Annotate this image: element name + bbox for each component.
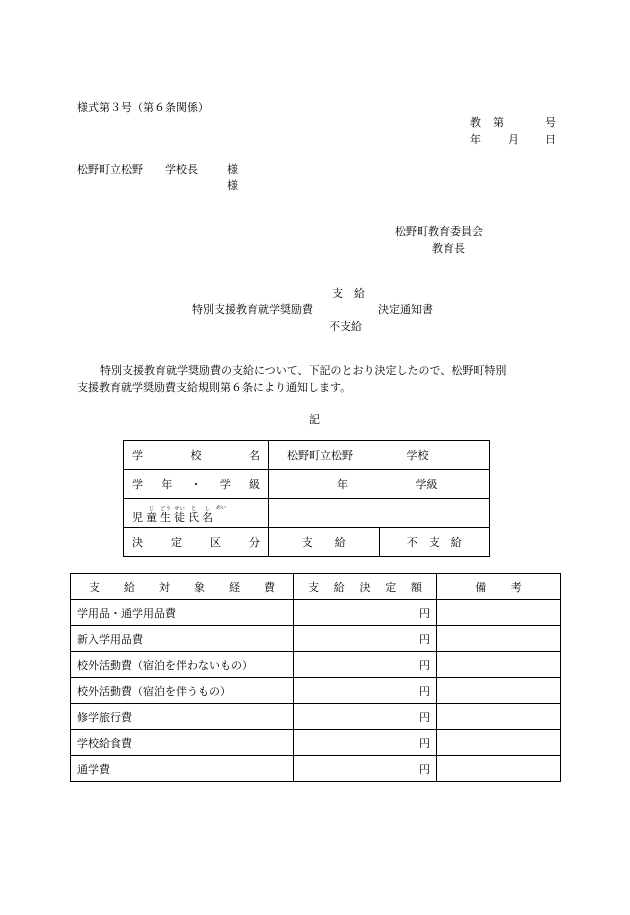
expense-header-row	[71, 574, 561, 600]
label-char: 名し	[202, 505, 213, 524]
ruby-mei: めい	[216, 504, 227, 511]
expense-item: 新入学用品費	[71, 626, 294, 652]
expense-item: 校外活動費（宿泊を伴わないもの）	[71, 652, 294, 678]
label-char: 年	[161, 478, 173, 491]
expense-amount[interactable]: 円	[294, 730, 437, 756]
doc-number-dai: 第	[493, 116, 504, 129]
expense-note[interactable]	[437, 626, 561, 652]
label-char: 定	[171, 536, 182, 549]
issuer-title: 教育長	[432, 242, 465, 255]
form-number: 様式第３号（第６条関係）	[77, 101, 209, 114]
label-char: 級	[249, 478, 260, 491]
school-value-suffix: 学校	[406, 449, 429, 462]
title-shikyu: 支 給	[332, 287, 365, 300]
ki-heading: 記	[309, 413, 320, 426]
expense-item: 学校給食費	[71, 730, 294, 756]
expense-note[interactable]	[437, 652, 561, 678]
student-info-table	[123, 440, 490, 557]
label-char: 名	[249, 449, 260, 462]
student-row	[124, 499, 490, 528]
expense-amount[interactable]: 円	[294, 600, 437, 626]
grade-row	[124, 470, 490, 499]
date-month: 月	[508, 133, 519, 146]
body-line-1: 特別支援教育就学奨励費の支給について、下記のとおり決定したので、松野町特別	[100, 364, 507, 377]
issuer-org: 松野町教育委員会	[395, 225, 483, 238]
expense-note[interactable]	[437, 678, 561, 704]
table-row	[71, 756, 561, 782]
label-char: 区	[210, 536, 221, 549]
grade-year: 年	[337, 478, 348, 491]
table-row	[71, 600, 561, 626]
title-main: 特別支援教育就学奨励費	[192, 303, 313, 316]
expense-amount[interactable]: 円	[294, 626, 437, 652]
grade-class-label	[124, 470, 269, 499]
expense-item: 修学旅行費	[71, 704, 294, 730]
title-fushikyu: 不支給	[329, 320, 362, 333]
doc-number-kyo: 教	[470, 116, 481, 129]
label-char: 童じ	[146, 505, 157, 524]
expense-table	[70, 573, 561, 782]
decision-pay[interactable]: 支 給	[269, 528, 380, 557]
expense-amount[interactable]: 円	[294, 678, 437, 704]
expense-item: 校外活動費（宿泊を伴うもの）	[71, 678, 294, 704]
header-item: 支 給 対 象 経 費	[71, 574, 294, 600]
label-char: 決	[132, 536, 143, 549]
table-row	[71, 626, 561, 652]
label-char: 学	[132, 478, 143, 491]
expense-item: 学用品・通学用品費	[71, 600, 294, 626]
label-char: 学	[132, 449, 143, 462]
school-row	[124, 441, 490, 470]
label-char: 分	[249, 536, 260, 549]
label-char: 校	[190, 449, 202, 462]
grade-class: 学級	[415, 478, 438, 491]
label-char: ・	[190, 478, 202, 491]
addressee-sama-2: 様	[227, 179, 238, 192]
date-year: 年	[470, 133, 481, 146]
expense-note[interactable]	[437, 756, 561, 782]
table-row	[71, 704, 561, 730]
expense-amount[interactable]: 円	[294, 704, 437, 730]
label-char: 生どう	[160, 505, 171, 524]
date-day: 日	[545, 133, 556, 146]
school-value-prefix: 松野町立松野	[287, 449, 353, 462]
school-name-value[interactable]	[269, 441, 490, 470]
decision-label	[124, 528, 269, 557]
doc-number-go: 号	[545, 116, 556, 129]
expense-note[interactable]	[437, 600, 561, 626]
expense-note[interactable]	[437, 730, 561, 756]
expense-note[interactable]	[437, 704, 561, 730]
table-row	[71, 678, 561, 704]
table-row	[71, 730, 561, 756]
title-suffix: 決定通知書	[378, 303, 433, 316]
body-line-2: 支援教育就学奨励費支給規則第６条により通知します。	[77, 381, 352, 394]
decision-nopay[interactable]: 不 支 給	[379, 528, 490, 557]
school-name-label	[124, 441, 269, 470]
header-note: 備 考	[437, 574, 561, 600]
label-char: 児	[132, 510, 143, 524]
addressee-sama-1: 様	[227, 163, 238, 176]
label-char: 学	[219, 478, 231, 491]
student-name-label	[124, 499, 269, 528]
label-char: 徒せい	[174, 505, 185, 524]
expense-amount[interactable]: 円	[294, 756, 437, 782]
grade-class-value[interactable]	[269, 470, 490, 499]
student-name-value[interactable]	[269, 499, 490, 528]
decision-row	[124, 528, 490, 557]
table-row	[71, 652, 561, 678]
addressee-school: 松野町立松野 学校長	[77, 163, 198, 176]
label-char: 氏と	[188, 505, 199, 524]
expense-amount[interactable]: 円	[294, 652, 437, 678]
expense-item: 通学費	[71, 756, 294, 782]
header-amount: 支 給 決 定 額	[294, 574, 437, 600]
